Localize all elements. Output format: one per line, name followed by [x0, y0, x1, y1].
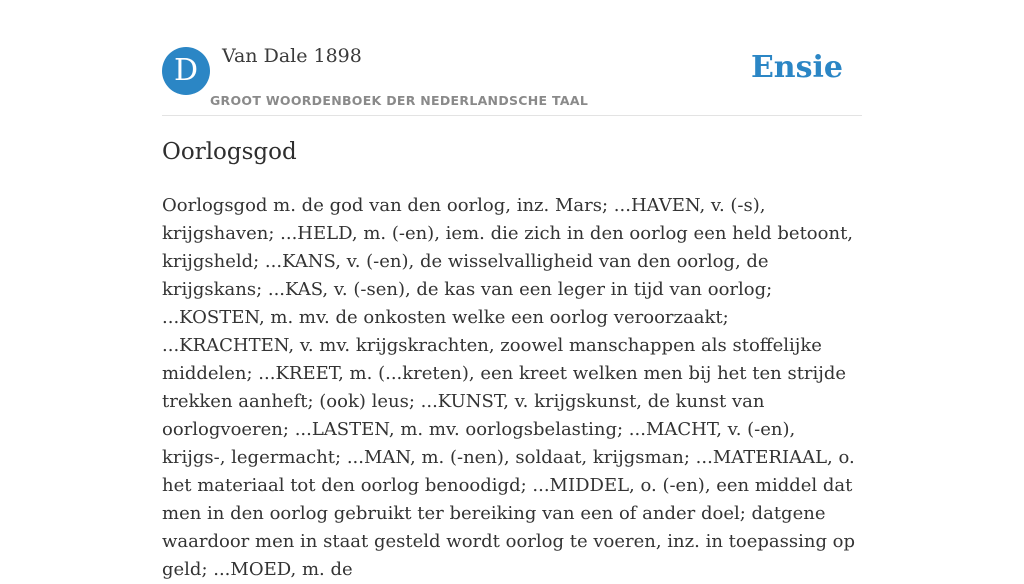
- entry-definition: Oorlogsgod m. de god van den oorlog, inz. Mars; ...HAVEN, v. (-s), krijgshaven; ...HELD, m. (-en), iem. die zich in den oorlog een held betoont, krijgsheld; ...KANS, v. (-en), de wisselvalligheid van den oorlog, de krijgskans; ...KAS, v. (-sen), de kas van een leger in tijd van oorlog; ...KOSTEN, m. mv. de onkosten welke een oorlog veroorzaakt; ...KRACHTEN, v. mv. krijgskrachten, zoowel manschappen als stoffelijke middelen; ...KREET, m. (...kreten), een kreet welken men bij het ten strijde trekken aanheft; (ook) leus; ...KUNST, v. krijgskunst, de kunst van oorlogvoeren; ...LASTEN, m. mv. oorlogsbelasting; ...MACHT, v. (-en), krijgs-, legermacht; ...MAN, m. (-nen), soldaat, krijgsman; ...MATERIAAL, o. het materiaal tot den oorlog benoodigd; ...MIDDEL, o. (-en), een middel dat men in den oorlog gebruikt ter bereiking van een of ander doel; datgene waardoor men in staat gesteld wordt oorlog te voeren, inz. in toepassing op geld; ...MOED, m. de: [162, 195, 856, 580]
- entry-title: Oorlogsgod: [162, 139, 297, 165]
- source-subtitle: GROOT WOORDENBOEK DER NEDERLANDSCHE TAAL: [210, 93, 589, 108]
- source-avatar[interactable]: D: [162, 47, 210, 95]
- site-header: [162, 0, 862, 116]
- source-title-link[interactable]: Van Dale 1898: [222, 45, 362, 67]
- ensie-logo-link[interactable]: Ensie: [750, 50, 843, 85]
